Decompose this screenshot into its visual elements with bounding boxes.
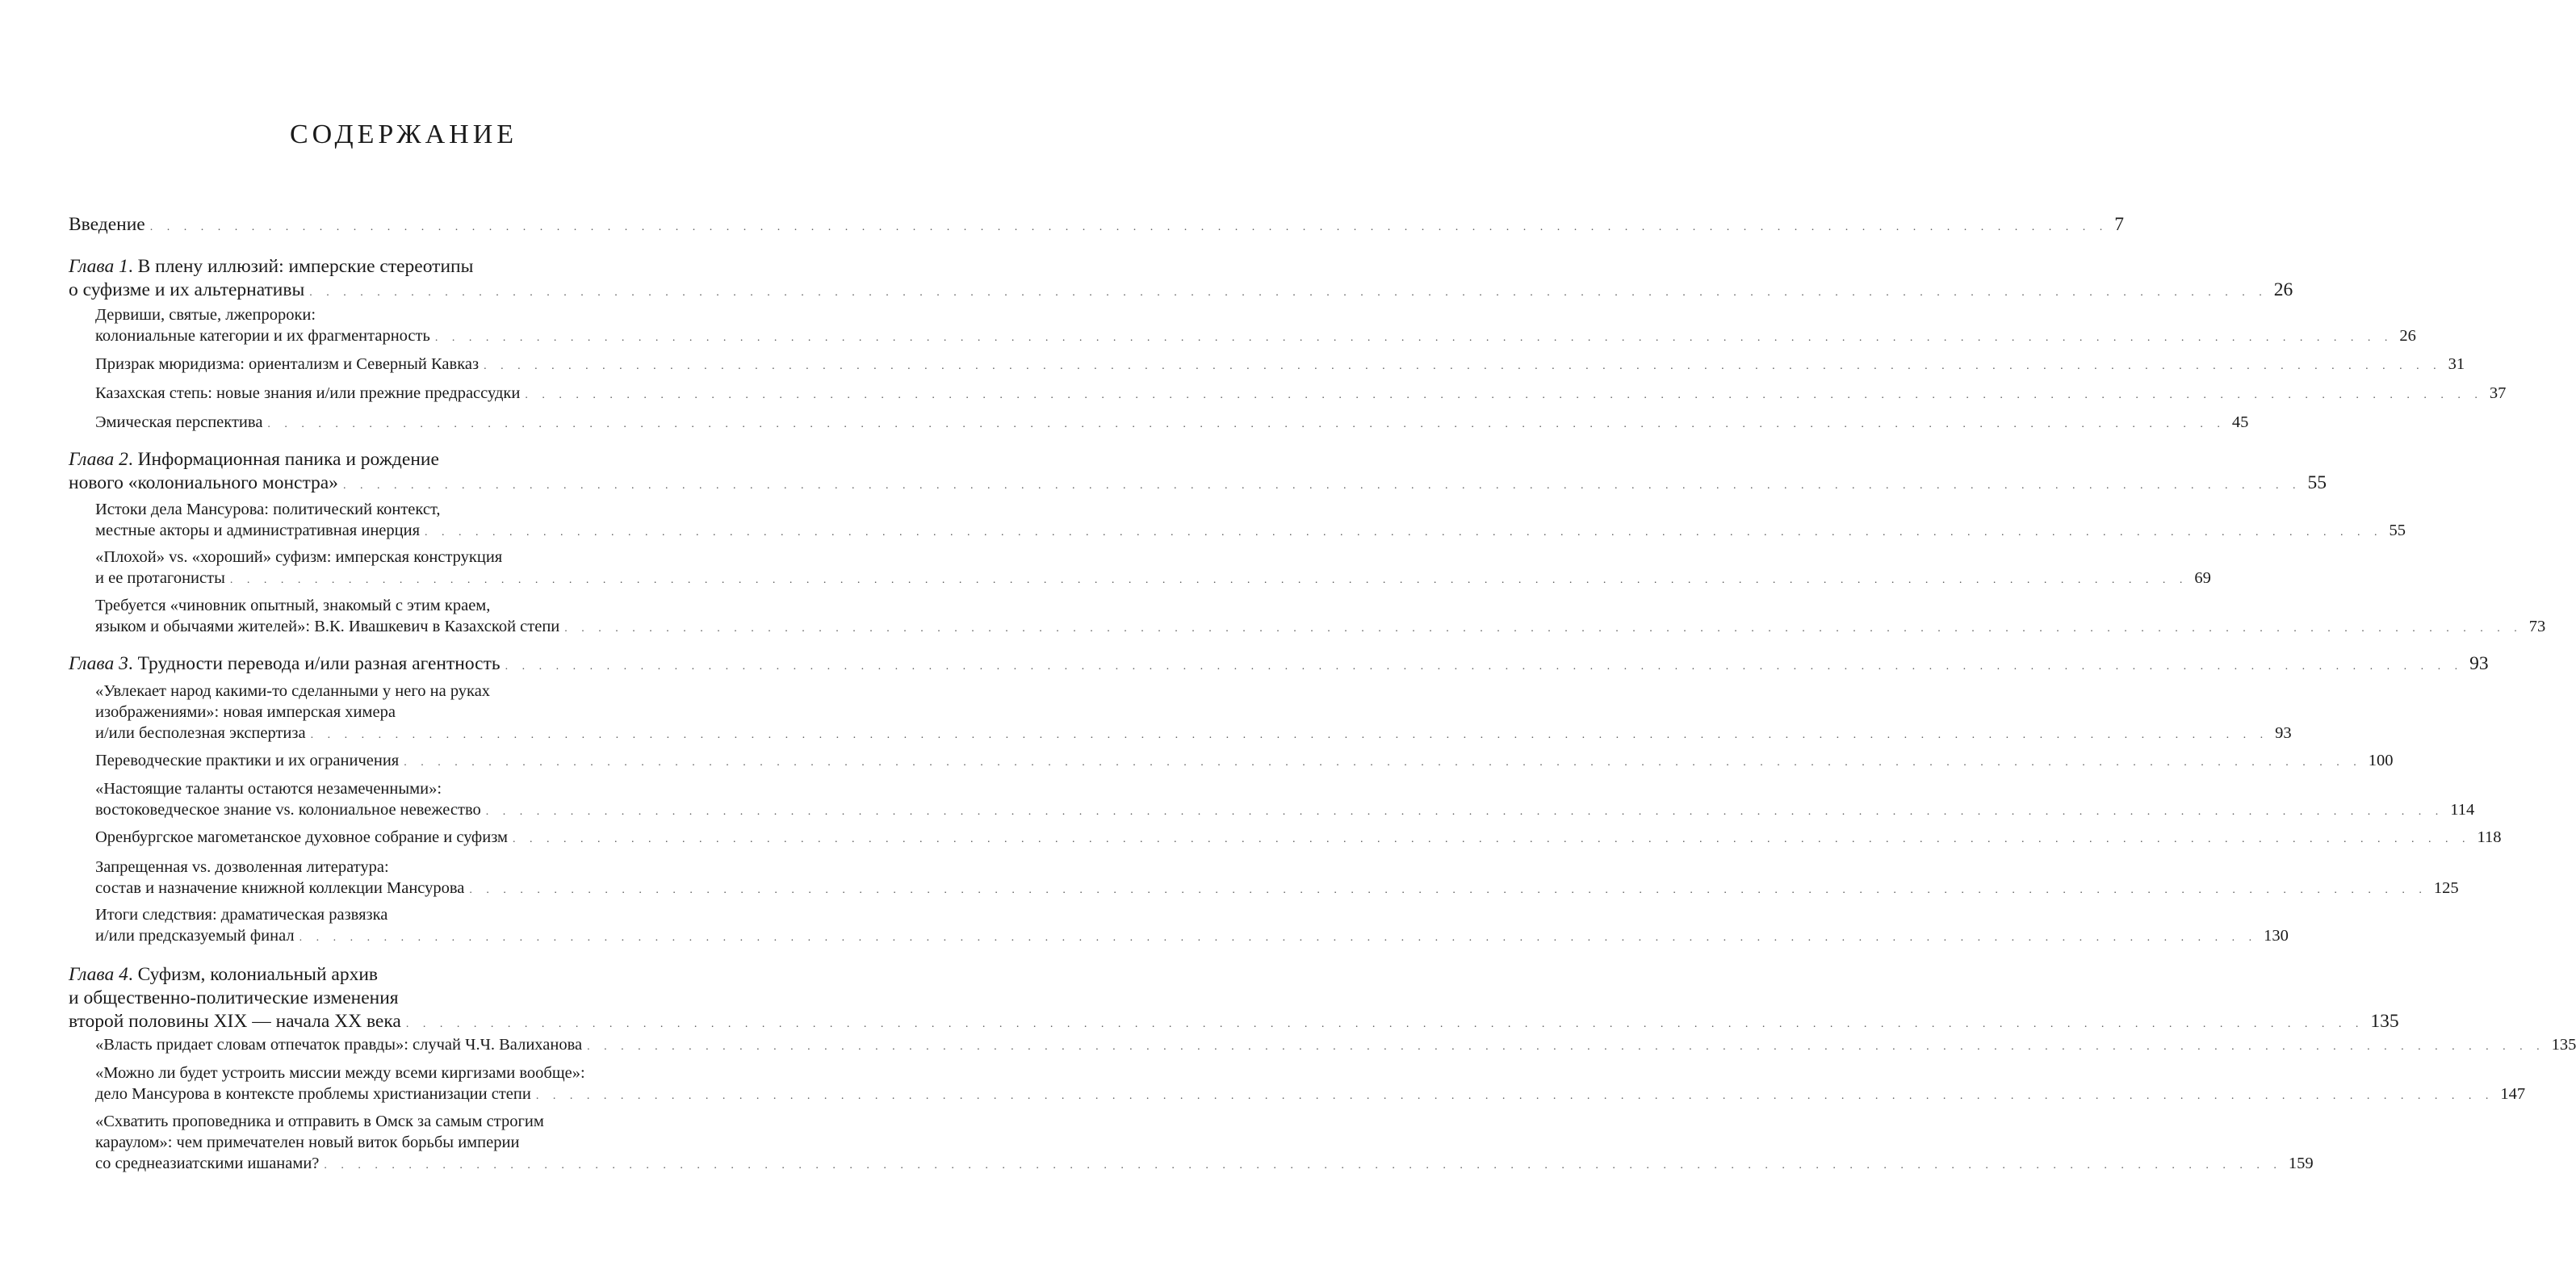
toc-entry-line [95,520,2406,543]
toc-entry-text: Переводческие практики и их ограничения [95,752,400,769]
toc-entry-text: состав и назначение книжной коллекции Мансурова [95,879,465,897]
toc-section-entry [95,304,2416,349]
toc-entry-text: востоковедческое знание vs. колониальное невежество [95,801,481,819]
toc-entry-text-wrap [95,858,389,876]
toc-section-entry [95,1063,2526,1107]
toc-entry-text: «Плохой» vs. «хороший» суфизм: имперская конструкция [95,548,503,566]
dot-leader [343,480,2302,492]
toc-entry-text-wrap [95,752,399,769]
toc-entry-text: Трудности перевода и/или разная агентность [137,653,501,674]
toc-entry-text-wrap [69,472,338,493]
dot-leader [469,884,2427,896]
toc-section-entry [95,778,2475,823]
page-number: 147 [2500,1085,2526,1103]
toc-entry-text: В плену иллюзий: имперские стереотипы [137,256,474,277]
toc-entry-text: «Увлекает народ какими-то сделанными у него на руках [95,682,491,700]
toc-entry-line [95,1083,2526,1107]
toc-entry-text: Информационная паника и рождение [137,449,439,470]
toc-section-entry [95,827,2502,850]
toc-entry-text: Призрак мюридизма: ориентализм и Северный Кавказ [95,355,480,373]
page-number: 7 [2114,214,2124,235]
dot-leader [505,660,2464,673]
toc-entry-line [95,568,2211,591]
page-number: 69 [2194,569,2211,587]
dot-leader [525,389,2483,401]
page-number: 31 [2448,355,2465,373]
toc-entry-text-wrap [95,879,464,897]
toc-entry-text: «Схватить проповедника и отправить в Омск за самым строгим [95,1113,544,1130]
page-number: 93 [2275,724,2292,742]
page-number: 26 [2273,279,2293,300]
toc-entry-text: «Можно ли будет устроить миссии между всеми киргизами вообще»: [95,1064,585,1082]
toc-entry-text-wrap [95,569,225,587]
toc-section-entry [95,383,2507,406]
toc-entry-text: «Настоящие таланты остаются незамеченными»: [95,780,442,798]
page-number: 130 [2264,927,2289,945]
toc-entry-line [95,616,2546,639]
toc-entry-text: Дервиши, святые, лжепророки: [95,306,316,324]
toc-entry-text: языком и обычаями жителей»: В.К. Ивашкевич в Казахской степи [95,618,560,635]
dot-leader [587,1041,2545,1053]
chapter-label: Глава 3 [69,653,128,674]
toc-entry-text-wrap [95,724,306,742]
toc-entry-line [69,472,2327,497]
toc-entry-text: второй половины XIX — начала XX века [69,1011,401,1032]
toc-entry-text: колониальные категории и их фрагментарность [95,327,430,345]
toc-entry-text: караулом»: чем примечателен новый виток борьбы империи [95,1134,520,1151]
page-number: 93 [2469,653,2489,674]
dot-leader [486,806,2444,818]
toc-entry-text: изображениями»: новая имперская химера [95,703,396,721]
toc-entry-text-wrap [95,682,490,700]
page-number: 100 [2368,752,2394,769]
toc-entry-line [95,354,2465,377]
toc-entry-line [95,383,2507,406]
dot-leader [309,287,2268,299]
dot-leader [404,757,2362,769]
toc-entry-text: Оренбургское магометанское духовное собрание и суфизм [95,828,508,846]
dot-leader [435,332,2394,344]
toc-section-entry [95,1034,2576,1058]
toc-entry-text: Суфизм, колониальный архив [137,964,378,985]
chapter-label: Глава 4 [69,964,128,985]
toc-chapter-entry [69,255,2293,304]
toc-entry-text-wrap [95,1036,582,1054]
toc-entry-line [69,1010,2399,1036]
toc-section-entry [95,499,2406,543]
toc-section-entry [95,750,2394,773]
toc-entry-text-wrap [69,214,145,235]
toc-entry-line [69,987,698,1010]
toc-entry-text-wrap [95,1113,544,1130]
toc-entry-text-wrap [95,906,387,924]
dot-leader [267,418,2226,430]
dot-leader [564,622,2523,635]
toc-entry-text-wrap [95,597,490,614]
toc-entry-line [95,1132,698,1153]
toc-entry-text: Итоги следствия: драматическая развязка [95,906,388,924]
toc-entry-line [69,652,2489,678]
dot-leader [311,729,2269,741]
dot-leader [425,526,2383,539]
toc-entry-text-wrap [95,927,295,945]
toc-chapter-entry [69,213,2124,239]
toc-entry-text-wrap [95,801,481,819]
toc-entry-text-wrap: Глава 1. В плену иллюзий: имперские стереотипы [69,256,474,277]
toc-entry-line [95,778,698,799]
toc-entry-line [95,547,698,568]
toc-entry-line [95,904,698,925]
toc-entry-text-wrap [95,548,502,566]
toc-entry-line [95,723,2292,746]
toc-entry-text: Требуется «чиновник опытный, знакомый с этим краем, [95,597,491,614]
dot-leader [406,1018,2364,1030]
toc-entry-text-wrap [95,327,430,345]
page-number: 135 [2370,1011,2399,1032]
dot-leader [484,360,2442,372]
toc-entry-text-wrap [69,279,304,300]
toc-section-entry [95,412,2249,435]
toc-entry-line [95,1153,2314,1176]
toc-entry-line [95,681,698,702]
toc-entry-text-wrap [69,987,399,1008]
toc-entry-line [95,925,2289,949]
toc-entry-line [95,702,698,723]
toc-entry-text-wrap [95,1134,519,1151]
page-number: 135 [2551,1036,2576,1054]
toc-entry-text-wrap [95,384,520,402]
toc-entry-text-wrap: Глава 4. Суфизм, колониальный архив [69,964,378,985]
toc-section-entry [95,595,2546,639]
toc-entry-line [95,304,698,325]
toc-section-entry [95,857,2459,901]
toc-section-entry [95,1111,2314,1176]
page-title: СОДЕРЖАНИЕ [289,119,518,149]
toc-entry-text-wrap [95,1155,319,1172]
toc-entry-text: Эмическая перспектива [95,413,263,431]
page-number: 37 [2489,384,2507,402]
toc-entry-text-wrap [95,413,262,431]
page-number: 118 [2477,828,2502,846]
toc-entry-line [95,750,2394,773]
page-number: 114 [2450,801,2475,819]
chapter-label: Глава 1 [69,256,128,277]
toc-entry-text: и ее протагонисты [95,569,225,587]
toc-entry-line [95,412,2249,435]
toc-entry-text-wrap [95,1064,585,1082]
toc-entry-line [69,279,2293,304]
page-number: 45 [2231,413,2249,431]
toc-entry-line [69,213,2124,239]
chapter-label: Глава 2 [69,449,128,470]
toc-entry-text: со среднеазиатскими ишанами? [95,1155,320,1172]
toc-entry-text: Введение [69,214,145,235]
toc-entry-text-wrap [95,703,396,721]
toc-chapter-entry [69,652,2489,678]
toc-entry-text: «Власть придает словам отпечаток правды»: случай Ч.Ч. Валиханова [95,1036,583,1054]
toc-entry-text: Казахская степь: новые знания и/или прежние предрассудки [95,384,521,402]
toc-entry-line [95,325,2416,349]
page-number: 55 [2307,472,2327,493]
toc-entry-text: и/или бесполезная экспертиза [95,724,306,742]
toc-entry-text-wrap [95,306,316,324]
toc-entry-text: и/или предсказуемый финал [95,927,295,945]
page-number: 159 [2288,1155,2314,1172]
toc-entry-line [95,595,698,616]
toc-chapter-entry [69,448,2327,497]
toc-entry-text: о суфизме и их альтернативы [69,279,305,300]
dot-leader [150,221,2109,233]
toc-entry-text-wrap [69,1011,401,1032]
toc-entry-line [95,857,698,878]
dot-leader [299,932,2258,944]
toc-chapter-entry [69,963,2399,1036]
toc-entry-line [95,499,698,520]
toc-entry-text-wrap [95,618,559,635]
toc-entry-text-wrap: Глава 2. Информационная паника и рождение [69,449,439,470]
toc-entry-text-wrap [95,522,420,539]
toc-entry-text: и общественно-политические изменения [69,987,399,1008]
toc-entry-text: Истоки дела Мансурова: политический контекст, [95,501,441,518]
toc-entry-text-wrap: Глава 3. Трудности перевода и/или разная агентность [69,653,501,674]
toc-entry-line [95,827,2502,850]
toc-entry-line [95,878,2459,901]
toc-entry-text: дело Мансурова в контексте проблемы христианизации степи [95,1085,531,1103]
toc-section-entry [95,904,2289,949]
toc-entry-text: Запрещенная vs. дозволенная литература: [95,858,389,876]
toc-entry-text-wrap [95,780,442,798]
toc-entry-text-wrap [95,355,479,373]
page-number: 26 [2399,327,2416,345]
toc-entry-text-wrap [95,1085,531,1103]
toc-section-entry [95,681,2292,746]
toc-entry-text-wrap [95,501,441,518]
toc-entry-line [95,1034,2576,1058]
page-number: 73 [2528,618,2546,635]
toc-entry-line [69,963,698,987]
page-number: 125 [2433,879,2459,897]
toc-entry-line [69,448,698,472]
toc-entry-line [95,1063,698,1083]
toc-section-entry [95,547,2211,591]
dot-leader [536,1090,2494,1102]
toc-entry-line [95,799,2475,823]
toc-section-entry [95,354,2465,377]
dot-leader [513,833,2471,845]
dot-leader [324,1159,2282,1172]
toc-entry-text-wrap [95,828,508,846]
page-number: 55 [2389,522,2406,539]
dot-leader [230,574,2189,586]
toc-entry-text: местные акторы и административная инерция [95,522,421,539]
toc-entry-text: нового «колониального монстра» [69,472,338,493]
toc-entry-line [95,1111,698,1132]
toc-entry-line [69,255,698,279]
